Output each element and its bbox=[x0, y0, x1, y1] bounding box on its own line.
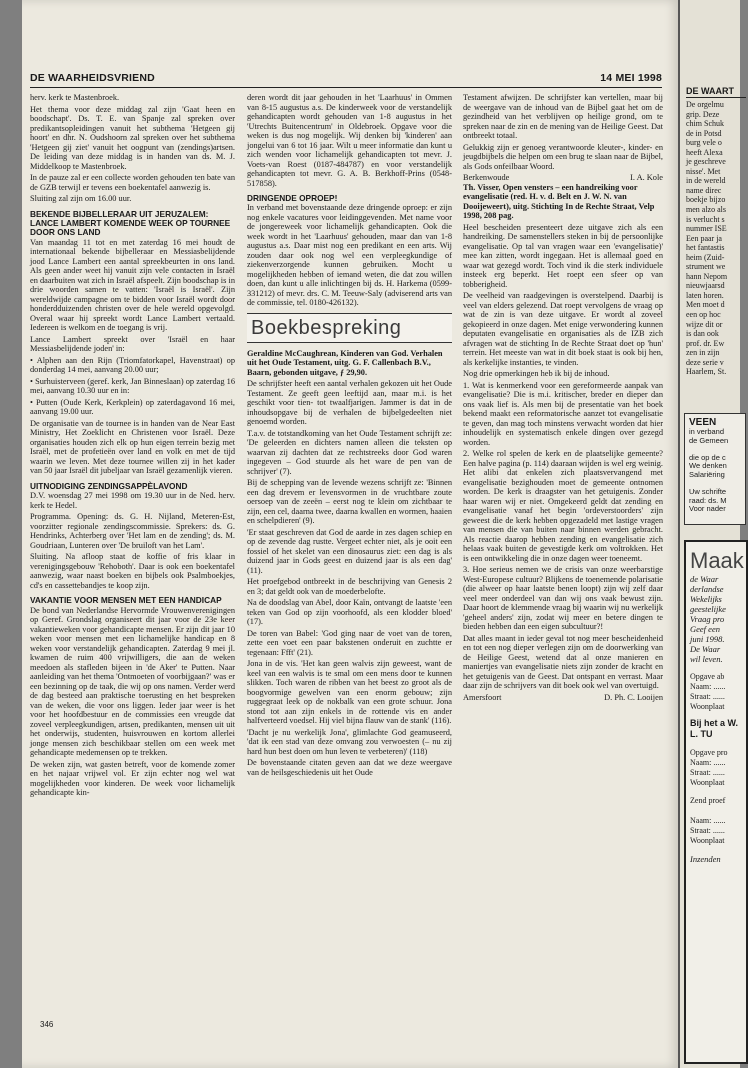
column-2-announcements bbox=[247, 93, 452, 308]
review-2-body bbox=[463, 223, 663, 691]
subscription-ad-title: Maak bbox=[690, 548, 744, 573]
review-1-body bbox=[247, 379, 452, 777]
paragraph: 2. Welke rol spelen de kerk en de plaatselijke gemeente? Een halve pagina (p. 114) daaraan wijden is wel erg weinig. Het alibi dat enkelen zich plaatsvervangend met evangelisatie bezighouden moet de gemeente ontnomen worden. De kerk is draagster van het getuigenis. Zonder haar waren wij er niet. Omgekeerd geldt dat zending en evangelisatie vanaf het begin 'ordeverstoorders' zijn geweest die de kerk hebben opgezadeld met lastige vragen van mensen die van buiten naar binnen werden gebracht. Als reactie daarop hebben zending en evangelisatie zich helaas vaak buiten de gevestigde kerk om voltrokken. Het is een ontwikkeling die in onze dagen weer toeneemt. bbox=[463, 449, 663, 563]
paragraph: Heel bescheiden presenteert deze uitgave zich als een handreiking. De samenstellers steken in bij de persoonlijke evangelisatie. Op tal van vragen waar een 'evangelisatie)' mee kan zitten, wordt ingegaan. Het is allemaal goed en waar wat gezegd wordt. Toch vind ik die sterk individuele insteek erg beperkt. Het roept een sfeer op van tobberigheid. bbox=[463, 222, 663, 289]
paragraph: Testament afwijzen. De schrijfster kan vertellen, maar bij de weergave van de inhoud van de Bijbel gaat het om de gezindheid van het verblijven op heilige grond, om te spreken naar de zin en de mening van de Heilige Geest. Dat ontbreekt totaal. bbox=[463, 93, 663, 140]
paragraph: herv. kerk te Mastenbroek. bbox=[30, 93, 120, 102]
text-line: de Waar bbox=[690, 574, 719, 584]
text-line: Een paar ja bbox=[686, 233, 722, 243]
form-line: Woonplaat bbox=[690, 702, 725, 711]
paragraph: De weken zijn, wat gasten betreft, voor de komende zomer en het najaar vrijwel vol. Er zijn echter nog wel wat mogelijkheden voor kinderen. De week voor lichamelijk gehandicapte kin- bbox=[30, 759, 235, 798]
form-line: Woonplaat bbox=[690, 778, 725, 787]
paragraph: Na de doodslag van Abel, door Kaïn, ontvangt de laatste 'een teken van God op zijn voorhoofd, als een klodder bloed' (17). bbox=[247, 598, 452, 627]
column-3 bbox=[463, 93, 663, 985]
paragraph: Gelukkig zijn er genoeg verantwoorde kleuter-, kinder- en jeugdbijbels die helpen om een brug te slaan naar de Bijbel, als Gods onfeilbaar Woord. bbox=[463, 142, 663, 171]
text-line: Men moet d bbox=[686, 300, 725, 310]
subscription-ad-box bbox=[684, 540, 748, 1064]
article-heading: BEKENDE BIJBELLERAAR UIT JERUZALEM: LANCE LAMBERT KOMENDE WEEK OP TOURNEE DOOR ONS LAND bbox=[30, 208, 231, 238]
paragraph: 'Dacht je nu werkelijk Jona', glimlachte God geamuseerd, 'dat ik een stad van deze omvang zou verwoesten (– nu zij hard hun best doen om hun leven te verbeteren)' (118) bbox=[247, 727, 452, 756]
subscription-footer: Inzenden bbox=[690, 854, 721, 864]
header-rule bbox=[30, 87, 662, 88]
article-heading: DRINGENDE OPROEP! bbox=[247, 193, 338, 203]
paragraph: Sluiting zal zijn om 16.00 uur. bbox=[30, 194, 132, 203]
text-line: is verlucht s bbox=[686, 214, 725, 224]
paragraph: In de pauze zal er een collecte worden gehouden ten bate van de GZB terwijl er tevens een boekentafel aanwezig is. bbox=[30, 173, 235, 192]
text-line: zen in zijn bbox=[686, 348, 720, 358]
form-line: Opgave ab bbox=[690, 672, 725, 681]
text-line: men alzo als bbox=[686, 205, 726, 215]
text-line: heeft Alexa bbox=[686, 147, 723, 157]
page-header bbox=[30, 72, 662, 86]
text-line: nieuwjaarsd bbox=[686, 281, 725, 291]
text-line: boekje bijzo bbox=[686, 195, 726, 205]
vacancy-ad-title: VEEN bbox=[689, 417, 717, 428]
review-1-continued bbox=[463, 93, 663, 171]
text-line: Haarlem, St. bbox=[686, 367, 727, 377]
text-line: burg vele o bbox=[686, 138, 722, 148]
signature-author: I. A. Kole bbox=[630, 173, 663, 182]
form-line: Zend proef bbox=[690, 796, 726, 805]
paragraph: De organisatie van de tournee is in handen van de Near East Ministry, Het Zoeklicht en Christenen voor Israël. Deze organisaties houden zich elk op hun eigen terrein bezig met Israël, met de profetieën over land en volk en met de tijd waarin we leven. Met deze tournee willen zij in het kader van 50 jaar Israël dit jubeljaar van Israël gezamenlijk vieren. bbox=[30, 418, 235, 476]
paragraph: Jona in de vis. 'Het kan geen walvis zijn geweest, want de keel van een walvis is te smal om een mens door te kunnen slikken. Toch waren de ribben van het beest zo groot als de boogvormige gewelven van een enorm gebouw; zijn ruggegraat leek op de nokbalk van een grote schuur. Jona stond tot aan zijn enkels in de rottende vis en ander halfverteerd voedsel. Hij viel bijna flauw van de stank' (116). bbox=[247, 659, 452, 726]
paragraph: De toren van Babel: 'God ging naar de voet van de toren, zette een voet een paar bakstenen onderuit en zuchtte er tegenaan: Ffft' (21). bbox=[247, 628, 452, 657]
paragraph: D.V. woensdag 27 mei 1998 om 19.30 uur in de Ned. herv. kerk te Hedel. bbox=[30, 491, 235, 510]
paragraph: • Alphen aan den Rijn (Triomfatorkapel, Havenstraat) op donderdag 14 mei, aanvang 20.00 uur; bbox=[30, 355, 235, 375]
text-line: wil leven. bbox=[690, 654, 723, 664]
text-line: die op de c bbox=[689, 452, 726, 462]
signature-place: Amersfoort bbox=[463, 692, 502, 702]
column-2 bbox=[247, 93, 452, 985]
adjacent-header-rule bbox=[686, 97, 746, 98]
signature-place: Berkenwoude bbox=[463, 173, 510, 182]
text-line: laten horen. bbox=[686, 290, 724, 300]
review-1-signature bbox=[463, 173, 663, 183]
text-line: deze serie v bbox=[686, 357, 724, 367]
paragraph: 1. Wat is kenmerkend voor een gereformeerde aanpak van evangelisatie? Die is m.i. kritischer, breder en dieper dan ons vaak lief is. Als men bij de presentatie van het boek bekend maakt een reformatorische aanzet tot evangelisatie te geven, dan mag toch minstens verwacht worden dat hier inhoudelijk en systematisch enkele dingen over gezegd worden. bbox=[463, 380, 663, 447]
paragraph: • Surhuisterveen (geref. kerk, Jan Binneslaan) op zaterdag 16 mei, aanvang 10.30 uur en in: bbox=[30, 376, 235, 396]
text-line: Vraag pro bbox=[690, 614, 725, 624]
text-line: is dan ook bbox=[686, 329, 719, 339]
text-line: in de wereld bbox=[686, 176, 726, 186]
form-line: Woonplaat bbox=[690, 836, 725, 845]
text-line: de in Potsd bbox=[686, 128, 722, 138]
paragraph: • Putten (Oude Kerk, Kerkplein) op zaterdagavond 16 mei, aanvang 19.00 uur. bbox=[30, 397, 235, 417]
paragraph: De schrijfster heeft een aantal verhalen gekozen uit het Oude Testament. Ze geeft geen leeftijd aan, maar m.i. is het geschikt voor tien- tot twaalfjarigen. Jammer is dat in de inhoudsopgave bij de verhalen de bijbelgedeelten niet genoemd worden. bbox=[247, 379, 452, 427]
adjacent-article-text bbox=[686, 100, 746, 377]
form-line: Opgave pro bbox=[690, 748, 728, 757]
paragraph: Programma. Opening: ds. G. H. Nijland, Meteren-Est, voorzitter regionale zendingscommissie. Sprekers: ds. G. Hendrinks, Achterberg over 'Het lam en de zending'; ds. M. Goudriaan, Lunteren over 'De bruiloft van het Lam'. bbox=[30, 512, 235, 550]
text-line: het fantastis bbox=[686, 243, 725, 253]
paragraph: Lance Lambert spreekt over 'Israël en haar Messiasbelijdende joden' in: bbox=[30, 334, 235, 354]
text-line: grip. Deze bbox=[686, 109, 720, 119]
paragraph: 3. Hoe serieus nemen we de crisis van onze weerbarstige West-Europese cultuur? Blijkens de toenemende polarisatie (die alweer op haar laatste benen loopt) zijn wij zelf daar veel meer onderdeel van dan wij ons vaak bewust zijn. Daar hoort de klemmende vraag bij waarin wij nu werkelijk 'geheel anders' zijn, zodat wij meer en betere dingen te bieden hebben dan een eigen subcultuur?! bbox=[463, 565, 663, 631]
text-line: raad: ds. M bbox=[689, 495, 727, 505]
text-line: in verband bbox=[689, 427, 725, 436]
adjacent-page bbox=[678, 0, 744, 1068]
text-line: Uw schrifte bbox=[689, 487, 727, 497]
subscription-form-2 bbox=[686, 748, 746, 788]
form-line: Straat: ...... bbox=[690, 768, 725, 777]
text-line: hann Nepom bbox=[686, 271, 728, 281]
boekbespreking-banner: Boekbespreking bbox=[247, 313, 452, 343]
paragraph: Het thema voor deze middag zal zijn 'Gaat heen en boodschapt'. Ds. T. E. van Spanje zal spreken over predikantsopleidingen vanuit het subthema 'Hetgeen gij hoort' en dhr. N. Oudshoorn zal spreken over het subthema 'Hetgeen gij ziet' vanuit het oogpunt van (zendings)artsen. De leiding van deze middag is in handen van ds. M. J. Middelkoop te Mastenbroek. bbox=[30, 104, 235, 171]
form-line bbox=[686, 806, 746, 816]
form-line: Straat: ...... bbox=[690, 692, 725, 701]
publication-title: DE WAARHEIDSVRIEND bbox=[30, 72, 155, 84]
issue-date: 14 MEI 1998 bbox=[600, 72, 662, 84]
paragraph: De bovenstaande citaten geven aan dat we deze weergave van de heilsgeschiedenis uit het Oude bbox=[247, 758, 452, 777]
review-2-heading: Th. Visser, Open vensters – een handreiking voor evangelisatie (red. H. v. d. Belt en J. W. N. van Dooijeweert), uitg. Stichting In de Rechte Straat, Velp 1998, 208 pag. bbox=[463, 182, 655, 220]
paragraph: Dat alles maant in ieder geval tot nog meer bescheidenheid en tot een nog dieper verlegen zijn om de doorwerking van de Heilige Geest, wetend dat al onze manieren en maniertjes van evangelisatie niets zijn zonder de kracht en het getuigenis van de Geest. Dat ontspant en verrast. Maar daar zijn de schrijvers van dit boek ook wel van overtuigd. bbox=[463, 633, 663, 690]
paragraph: In verband met bovenstaande deze dringende oproep: er zijn nog enkele vacatures voor leidinggevenden. Met name voor de jongereweek voor lichamelijk gehandicapten. Ook die week wordt in het 'Laarhuus' gehouden, maar dan van 1-8 augustus a.s. Daar mist nog een predikant en een arts. Wij zouden daar ook nog wel een verpleegkundige of ziekenverzorgende kunnen gebruiken. Mocht u mogelijkheden hebben of iemand weten, die dat zou willen doen, dan kunt u alle inlichtingen bij ds. H. Harkema (0599-331212) of mevr. drs. C. M. Teeuw-Saly (adviserend arts van de commissie, tel. 0180-426132). bbox=[247, 203, 452, 308]
article-heading: VAKANTIE VOOR MENSEN MET EEN HANDICAP bbox=[30, 595, 222, 606]
paragraph: T.a.v. de totstandkoming van het Oude Testament schrijft ze: 'De geleerden en dichters namen alleen die teksten op waarvan zij dachten dat ze rechtstreeks door God waren ingegeven – God stuurde als het ware de pen van de schrijver' (7). bbox=[247, 428, 452, 476]
form-line: Naam: ...... bbox=[690, 682, 726, 691]
adjacent-page-header: DE WAART bbox=[686, 86, 734, 96]
paragraph: Sluiting. Na afloop staat de koffie of fris klaar in verenigingsgebouw 'Rehoboth'. Daar is ook een boekentafel aanwezig, waar naast boeken en bijbels ook Psalmboekjes, cd's en cassettebandjes te koop zijn. bbox=[30, 552, 235, 590]
text-line: de Gemeen bbox=[689, 435, 729, 445]
text-line: We denken bbox=[689, 461, 727, 471]
text-line: wijze dit or bbox=[686, 319, 723, 329]
text-line: een op hoc bbox=[686, 310, 721, 320]
text-line: derlandse bbox=[690, 584, 724, 594]
paragraph: De bond van Nederlandse Hervormde Vrouwenverenigingen op Geref. Grondslag organiseert dit jaar voor de 23e keer vakantieweken voor gehandicapte mensen. Er zijn dit jaar 10 weken voor mensen met een lichamelijke handicap en 8 weken voor verstandelijk gehandicapten. Zaterdag 9 mei jl. kwamen de ruim 400 vrijwilligers, die aan de weken meedoen als stafleden bijeen in 'de Aker' te Putten. Naar aanleiding van het thema 'Ontmoeten of voorbijgaan?' was er een bezinning op de taak, die wij op ons namen. Verder werd de dag besteed aan praktische toerusting en het bespreken van de weken, die voor ons liggen. Ieder jaar weer is het voor het hoofdbestuur en de commissies een vreugde dat zoveel verpleegkundigen, artsen, predikanten, mensen uit uit het onderwijs, studenten, huisvrouwen en kortom allerlei jonge mensen zich beschikbaar stellen om een week met gehandicapte medemensen op te trekken. bbox=[30, 605, 235, 758]
form-line: Straat: ...... bbox=[690, 826, 725, 835]
form-line: Naam: ...... bbox=[690, 758, 726, 767]
text-line: name direc bbox=[686, 185, 722, 195]
column-1 bbox=[30, 93, 235, 985]
text-line: Geef een bbox=[690, 624, 720, 634]
vacancy-ad-text bbox=[685, 428, 745, 514]
text-line: juni 1998. bbox=[690, 634, 725, 644]
text-line: chim Schuk bbox=[686, 119, 724, 129]
page-number: 346 bbox=[40, 1020, 54, 1029]
text-line: geestelijke bbox=[690, 604, 726, 614]
article-heading: UITNODIGING ZENDINGSAPPÈLAVOND bbox=[30, 480, 188, 491]
signature-author: D. Ph. C. Looijen bbox=[604, 692, 663, 702]
paragraph: Van maandag 11 tot en met zaterdag 16 mei houdt de internationaal bekende bijbelleraar en Messiasbelijdende jood Lance Lambert een aantal spreekbeurten in ons land. Als geen ander weet hij vanuit zijn vele contacten in Israël en daarbuiten wat zich in Israël afspeelt. Zijn boodschap is in drie woorden samen te vatten: 'Israël is Israël'. Zijn wereldwijde campagne om te bidden voor Israël wordt door honderdduizenden christen over de hele wereld opgevolgd. Overal waar hij spreekt wordt Lance Lambert vertaald. Iedereen is welkom en de toegang is vrij. bbox=[30, 237, 235, 333]
text-line: nummer ISE bbox=[686, 224, 727, 234]
text-line: nisse'. Met bbox=[686, 166, 721, 176]
subscription-ad-text bbox=[686, 574, 746, 664]
paragraph: 'Er staat geschreven dat God de aarde in zes dagen schiep en op de zevende dag rustte. Vergeet echter niet, als je ooit een fossiel of het skelet van een dinosaurus ziet: een dag is als duizend jaar in Gods geest en duizend jaar is als een dag' (11). bbox=[247, 527, 452, 575]
text-line: Wekelijks bbox=[690, 594, 722, 604]
subscription-form-1 bbox=[686, 672, 746, 712]
review-2-signature bbox=[463, 693, 663, 703]
subscription-form-3 bbox=[686, 796, 746, 846]
paragraph: Bij de schepping van de levende wezens schrijft ze: 'Binnen een dag drevem er levensvormen in de vruchtbare zoute oersoep van de zeeën – eerst nog te klein om zichtbaar te zijn, een cel, daarna twee, daarna kwallen en wormen, haaien en schelpdieren' (9). bbox=[247, 478, 452, 526]
review-1-heading: Geraldine McCaughrean, Kinderen van God. Verhalen uit het Oude Testament, uitg. G. F. Callenbach B.V., Baarn, gebonden uitgave, ƒ 29,90. bbox=[247, 348, 443, 377]
text-line: prof. dr. Ew bbox=[686, 338, 725, 348]
vacancy-ad-box bbox=[684, 413, 746, 525]
paragraph: deren wordt dit jaar gehouden in het 'Laarhuus' in Ommen van 8-15 augustus a.s. De kinderweek voor de verstandelijk gehandicapten wordt gehouden van 1-8 augustus in het 'Utrechts Buitencentrum' in Oldebroek. Opgave voor die weken is dus nog mogelijk. Wij denken bij 'kinderen' aan jongelui van 6 tot 16 jaar. Wilt u meer informatie dan kunt u zich wenden voor lichamelijk gehandicapten tot mevr. J. Voets-van Roest (0187-484787) en voor verstandelijk gehandicapten tot mevr. G. A. B. Berkhoff-Prins (0548-517858). bbox=[247, 93, 452, 188]
subscription-bold-line: Bij het a W. L. TU bbox=[690, 718, 739, 739]
text-line: heim (Zuid- bbox=[686, 252, 725, 262]
text-line: De orgelmu bbox=[686, 100, 724, 109]
text-line: strument we bbox=[686, 262, 726, 272]
paragraph: De veelheid van raadgevingen is overstelpend. Daarbij is veel van elders gelezend. Dat roept vervolgens de vraag op wat de zin is van deze uitgave. Er wordt al zoveel gekopieerd in onze dagen. Met enige verwondering kunnen deputaten evangelisatie en organisaties als de IZB zich afvragen wat de stichting In de Rechte Straat doet op 'hun' terrein. Het meeste van wat in dit boek staat is ook bij hen, als kerkelijke instanties, te vinden. bbox=[463, 291, 663, 367]
text-line: Salariëring bbox=[689, 469, 725, 479]
form-line: Naam: ...... bbox=[690, 816, 726, 825]
paragraph: Het proefgebod ontbreekt in de beschrijving van Genesis 2 en 3; dat geldt ook van de moederbelofte. bbox=[247, 577, 452, 596]
paragraph: Nog drie opmerkingen heb ik bij de inhoud. bbox=[463, 369, 610, 378]
text-line: je geschreve bbox=[686, 157, 726, 167]
text-line: Voor nader bbox=[689, 504, 726, 514]
text-line: De Waar bbox=[690, 644, 721, 654]
